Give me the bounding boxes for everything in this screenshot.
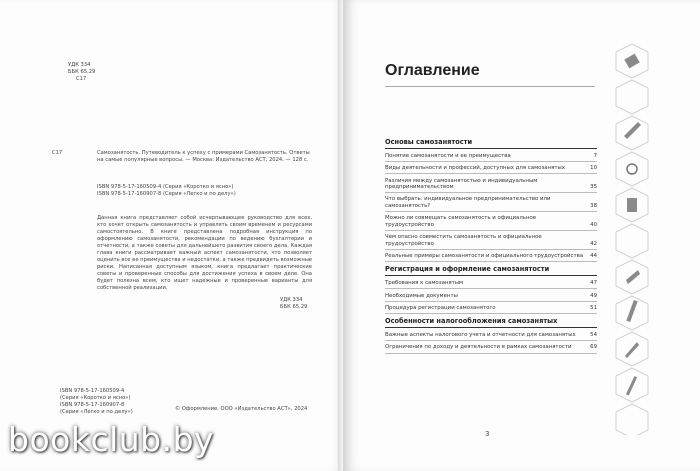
toc-section: [385, 265, 597, 314]
toc-entry: [385, 153, 597, 162]
toc-entry: [385, 305, 597, 314]
bbk-codes: [280, 297, 307, 311]
entry-page: 40: [590, 221, 597, 228]
watermark: bookclub.by: [8, 420, 215, 459]
entry-page: 7: [593, 153, 597, 159]
toc-entry: [385, 280, 597, 289]
pencil-icon: [626, 376, 637, 395]
isbn-line: ISBN 978-5-17-160509-4 (Серия «Коротко и ясно»): [97, 184, 234, 190]
section-heading: Регистрация и оформление самозанятости: [385, 265, 597, 276]
entry-page: 47: [590, 280, 597, 287]
entry-page: 51: [590, 304, 597, 311]
toc-entry: [385, 178, 597, 194]
entry-page: 10: [590, 165, 597, 172]
entry-page: 69: [590, 344, 597, 351]
entry-title: Виды деятельности и профессий, доступных для самозанятых: [385, 165, 565, 172]
toc-entry: [385, 332, 597, 341]
entry-title: Можно ли совмещать самозанятость и официальное трудоустройство: [385, 215, 537, 228]
isbn-series: (Серия «Коротко и ясно»): [60, 395, 131, 401]
page-number: 3: [485, 430, 490, 438]
entry-title: Чем опасно совместить самозанятость и официальное трудоустройство: [385, 234, 542, 247]
entry-title: Требования к самозанятым: [385, 280, 464, 287]
isbn-series: (Серия «Легко и по делу»): [60, 409, 133, 415]
isbn-line: ISBN 978-5-17-160509-4: [60, 388, 125, 394]
table-of-contents: [385, 138, 597, 357]
bbk-code: ББК 65.29: [68, 69, 96, 75]
entry-page: 35: [590, 184, 597, 191]
toc-entry: [385, 293, 597, 302]
left-page: [0, 0, 343, 471]
catalog-entry: Самозанятость. Путеводитель к успеху с примерами Самозанятость. Ответы на самые популярные вопросы. — Москва: Издательство АСТ, 2024. — 128 с.: [97, 150, 310, 163]
copyright: © Оформление. ООО «Издательство АСТ», 2024: [175, 406, 308, 412]
entry-page: 54: [590, 332, 597, 339]
annotation: Данная книга представляет собой исчерпывающее руководство для всех, кто хочет открыть самозанятость и управлять своим временем и ресурсами самостоятельно. В книге представлена подробная инструкция по оформлению самозанятости, рекомендации по ведению бухгалтерии и отчетности, а также советы для дальнейшего развития своего дела. Каждая глава книги рассматривает важный аспект самозанятости, что позволяет оценить все ее преимущества и недостатки, а также предвидеть возможные риски. Написанная доступным языком, книга предлагает практические советы и проверенные способы для достижения успеха в своем деле. Она будет полезна всем, кто ищет надежные и проверенные варианты для собственной реализации.: [97, 215, 312, 291]
toc-title: Оглавление: [385, 62, 480, 79]
toc-entry: [385, 253, 597, 262]
book-icon: [624, 54, 639, 69]
toc-entry: [385, 165, 597, 174]
toc-section: [385, 317, 597, 353]
entry-title: Важные аспекты налогового учета и отчетности для самозанятых: [385, 332, 576, 339]
entry-title: Необходимые документы: [385, 292, 458, 299]
entry-title: Ограничения по доходу и деятельности в рамках самозанятости: [385, 344, 572, 351]
bbk-code: ББК 65.29: [280, 304, 308, 310]
toc-entry: [385, 215, 597, 231]
toc-entry: [385, 196, 597, 212]
title-rule: [385, 86, 595, 87]
entry-page: 49: [590, 292, 597, 299]
author-sign: С17: [76, 76, 87, 82]
section-heading: Основы самозанятости: [385, 138, 597, 149]
entry-page: 44: [590, 253, 597, 260]
isbn-line: ISBN 978-5-17-160907-8 (Серия «Легко и по делу»): [97, 191, 236, 197]
udk-code: УДК 334: [280, 297, 303, 303]
entry-page: 42: [590, 240, 597, 247]
udk-codes: [68, 62, 95, 83]
isbn-bottom: [60, 388, 133, 416]
entry-title: Что выбрать: индивидуальное предпринимательство или самозанятость?: [385, 196, 551, 210]
entry-title: Понятие самозанятости и ее преимущества: [385, 153, 511, 159]
entry-title: Различия между самозанятостью и индивидуальным предпринимательством: [385, 177, 538, 191]
entry-page: 38: [590, 203, 597, 210]
entry-title: Процедура регистрации самозанятого: [385, 304, 496, 311]
toc-entry: [385, 344, 597, 353]
stamp-icon: [626, 270, 640, 284]
toc-entry: [385, 234, 597, 250]
toc-section: [385, 138, 597, 262]
coin-icon: [627, 164, 637, 174]
section-heading: Особенности налогообложения самозанятых: [385, 317, 597, 328]
isbn-block: [97, 184, 236, 198]
entry-title: Реальные примеры самозанятости и официального трудоустройства: [385, 253, 584, 260]
wrench-icon: [625, 342, 639, 358]
ruler-icon: [626, 300, 637, 322]
document-icon: [627, 198, 637, 212]
honeycomb-decoration: [608, 40, 656, 435]
catalog-code: С17: [52, 150, 63, 156]
isbn-line: ISBN 978-5-17-160907-8: [60, 402, 125, 408]
pen-icon: [624, 122, 641, 139]
udk-code: УДК 334: [68, 62, 91, 68]
